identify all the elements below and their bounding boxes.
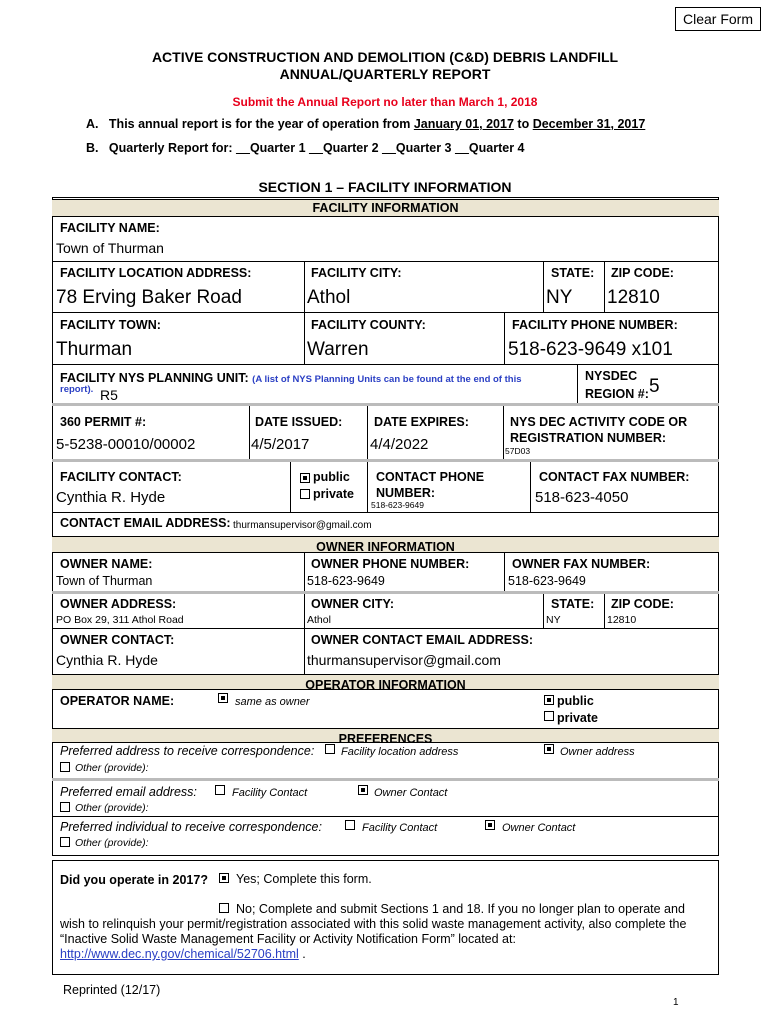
county-field[interactable]: Warren (307, 339, 369, 360)
operate-no-text-3: “Inactive Solid Waste Management Facility or Activity Notification Form” located at: (60, 932, 516, 946)
report-title: ACTIVE CONSTRUCTION AND DEMOLITION (C&D) DEBRIS LANDFILL (151, 49, 619, 65)
item-b-text: Quarterly Report for: (108, 141, 233, 155)
year-from[interactable]: January 01, 2017 (413, 117, 514, 131)
item-a (86, 117, 645, 131)
pref-address-owner-checkbox[interactable] (544, 744, 554, 754)
owner-city-label: OWNER CITY: (311, 597, 395, 611)
facility-public-checkbox[interactable] (300, 473, 310, 483)
operator-public-checkbox[interactable] (544, 695, 554, 705)
expires-field[interactable]: 4/4/2022 (370, 436, 429, 453)
activity-label: NYS DEC ACTIVITY CODE OR (510, 415, 688, 429)
pref-individual-owner-checkbox[interactable] (485, 820, 495, 830)
nysdec-region-field[interactable]: 5 (649, 376, 660, 397)
town-label: FACILITY TOWN: (60, 318, 161, 332)
pref-address-facility-label: Facility location address (341, 746, 459, 758)
location-label: FACILITY LOCATION ADDRESS: (60, 266, 252, 280)
operator-private-label: private (557, 711, 598, 725)
phone-label: FACILITY PHONE NUMBER: (512, 318, 678, 332)
pref-email-facility-label: Facility Contact (232, 787, 308, 799)
zip-field[interactable]: 12810 (607, 287, 660, 308)
permit-label: 360 PERMIT #: (60, 415, 147, 429)
contact-phone-field[interactable]: 518-623-9649 (371, 500, 424, 510)
contact-label: FACILITY CONTACT: (60, 470, 182, 484)
owner-fax-field[interactable]: 518-623-9649 (508, 574, 586, 588)
same-as-owner-label: same as owner (235, 696, 310, 708)
planning-field[interactable]: R5 (100, 387, 118, 403)
facility-info-bar: FACILITY INFORMATION (52, 199, 719, 217)
quarter-3-label: Quarter 3 (395, 141, 452, 155)
quarter-3-blank[interactable]: __ (382, 141, 396, 155)
planning-label-text: FACILITY NYS PLANNING UNIT: (60, 371, 249, 385)
deadline-note: Submit the Annual Report no later than March 1, 2018 (232, 95, 538, 109)
email-label: CONTACT EMAIL ADDRESS: (60, 516, 231, 530)
owner-zip-label: ZIP CODE: (611, 597, 674, 611)
item-a-prefix: A. (86, 117, 99, 131)
permit-field[interactable]: 5-5238-00010/00002 (56, 436, 196, 453)
contact-fax-label: CONTACT FAX NUMBER: (539, 470, 690, 484)
pref-individual-other-checkbox[interactable] (60, 837, 70, 847)
pref-email-question: Preferred email address: (60, 785, 197, 799)
operate-no-text-2: wish to relinquish your permit/registration associated with this solid waste management activity, also complete the (60, 917, 687, 931)
contact-phone-label-2: NUMBER: (376, 486, 436, 500)
inactive-form-link-line (60, 947, 306, 961)
nysdec-region-label: REGION #: (585, 387, 649, 401)
pref-individual-other-label: Other (provide): (75, 837, 149, 849)
issued-label: DATE ISSUED: (255, 415, 343, 429)
pref-email-other-label: Other (provide): (75, 802, 149, 814)
link-period: . (302, 947, 306, 961)
quarter-2-label: Quarter 2 (322, 141, 379, 155)
reprinted-note: Reprinted (12/17) (63, 983, 161, 997)
operator-public-label: public (557, 694, 594, 708)
pref-email-other-checkbox[interactable] (60, 802, 70, 812)
contact-field[interactable]: Cynthia R. Hyde (56, 489, 166, 506)
operate-no-text: No; Complete and submit Sections 1 and 18. If you no longer plan to operate and (236, 902, 685, 916)
operate-question: Did you operate in 2017? (60, 873, 208, 887)
page-number: 1 (673, 997, 679, 1008)
owner-address-label: OWNER ADDRESS: (60, 597, 177, 611)
owner-fax-label: OWNER FAX NUMBER: (512, 557, 651, 571)
owner-state-field[interactable]: NY (546, 614, 561, 626)
owner-email-field[interactable]: thurmansupervisor@gmail.com (307, 652, 501, 668)
activity-field[interactable]: 57D03 (505, 446, 531, 456)
state-label: STATE: (551, 266, 595, 280)
facility-private-label: private (313, 487, 354, 501)
facility-public-label: public (313, 470, 350, 484)
pref-address-question: Preferred address to receive correspondence: (60, 744, 315, 758)
year-to-word: to (517, 117, 530, 131)
planning-label (60, 371, 522, 385)
quarter-4-blank[interactable]: __ (455, 141, 469, 155)
operate-yes-checkbox[interactable] (219, 873, 229, 883)
contact-phone-label: CONTACT PHONE (376, 470, 485, 484)
city-label: FACILITY CITY: (311, 266, 402, 280)
facility-name-field[interactable]: Town of Thurman (56, 240, 164, 256)
item-a-text: This annual report is for the year of operation from (108, 117, 411, 131)
item-b-prefix: B. (86, 141, 99, 155)
operate-yes-label: Yes; Complete this form. (236, 872, 372, 886)
quarter-1-label: Quarter 1 (249, 141, 306, 155)
owner-name-field[interactable]: Town of Thurman (56, 574, 153, 588)
pref-individual-facility-checkbox[interactable] (345, 820, 355, 830)
section-1-heading: SECTION 1 – FACILITY INFORMATION (258, 179, 512, 195)
facility-private-checkbox[interactable] (300, 489, 310, 499)
pref-address-facility-checkbox[interactable] (325, 744, 335, 754)
clear-form-button[interactable]: Clear Form (675, 7, 761, 31)
pref-individual-owner-label: Owner Contact (502, 822, 576, 834)
operator-info-bar: OPERATOR INFORMATION (52, 674, 719, 690)
operator-private-checkbox[interactable] (544, 711, 554, 721)
location-field[interactable]: 78 Erving Baker Road (56, 287, 242, 308)
quarter-4-label: Quarter 4 (468, 141, 525, 155)
owner-phone-label: OWNER PHONE NUMBER: (311, 557, 470, 571)
planning-note: (A list of NYS Planning Units can be found at the end of this (252, 374, 522, 385)
owner-phone-field[interactable]: 518-623-9649 (307, 574, 385, 588)
owner-info-bar: OWNER INFORMATION (52, 536, 719, 553)
owner-city-field[interactable]: Athol (307, 614, 331, 626)
item-b (86, 141, 525, 155)
quarter-1-blank[interactable]: __ (236, 141, 250, 155)
owner-contact-field[interactable]: Cynthia R. Hyde (56, 652, 158, 668)
pref-email-owner-checkbox[interactable] (358, 785, 368, 795)
facility-name-label: FACILITY NAME: (60, 221, 160, 235)
expires-label: DATE EXPIRES: (374, 415, 469, 429)
owner-contact-label: OWNER CONTACT: (60, 633, 175, 647)
pref-email-owner-label: Owner Contact (374, 787, 448, 799)
issued-field[interactable]: 4/5/2017 (251, 436, 310, 453)
state-field[interactable]: NY (546, 287, 573, 308)
quarter-2-blank[interactable]: __ (309, 141, 323, 155)
operate-no-checkbox[interactable] (219, 903, 229, 913)
pref-address-other-label: Other (provide): (75, 762, 149, 774)
activity-label-2: REGISTRATION NUMBER: (510, 431, 667, 445)
pref-email-facility-checkbox[interactable] (215, 785, 225, 795)
operator-name-label: OPERATOR NAME: (60, 694, 175, 708)
pref-individual-facility-label: Facility Contact (362, 822, 438, 834)
owner-email-label: OWNER CONTACT EMAIL ADDRESS: (311, 633, 533, 647)
same-as-owner-checkbox[interactable] (218, 693, 228, 703)
report-subtitle: ANNUAL/QUARTERLY REPORT (279, 66, 491, 82)
owner-address-field[interactable]: PO Box 29, 311 Athol Road (56, 614, 184, 626)
pref-address-owner-label: Owner address (560, 746, 635, 758)
town-field[interactable]: Thurman (56, 339, 133, 360)
pref-individual-question: Preferred individual to receive correspondence: (60, 820, 322, 834)
nysdec-label: NYSDEC (585, 369, 638, 383)
pref-address-other-checkbox[interactable] (60, 762, 70, 772)
owner-zip-field[interactable]: 12810 (607, 614, 637, 626)
contact-fax-field[interactable]: 518-623-4050 (535, 489, 629, 506)
owner-name-label: OWNER NAME: (60, 557, 153, 571)
phone-field[interactable]: 518-623-9649 x101 (508, 339, 673, 360)
email-field[interactable]: thurmansupervisor@gmail.com (233, 520, 372, 531)
city-field[interactable]: Athol (307, 287, 351, 308)
preferences-bar: PREFERENCES (52, 728, 719, 743)
county-label: FACILITY COUNTY: (311, 318, 426, 332)
planning-note-end: report). (60, 384, 94, 395)
inactive-form-link[interactable]: http://www.dec.ny.gov/chemical/52706.html (60, 947, 299, 961)
owner-state-label: STATE: (551, 597, 595, 611)
year-to[interactable]: December 31, 2017 (532, 117, 646, 131)
zip-label: ZIP CODE: (611, 266, 674, 280)
